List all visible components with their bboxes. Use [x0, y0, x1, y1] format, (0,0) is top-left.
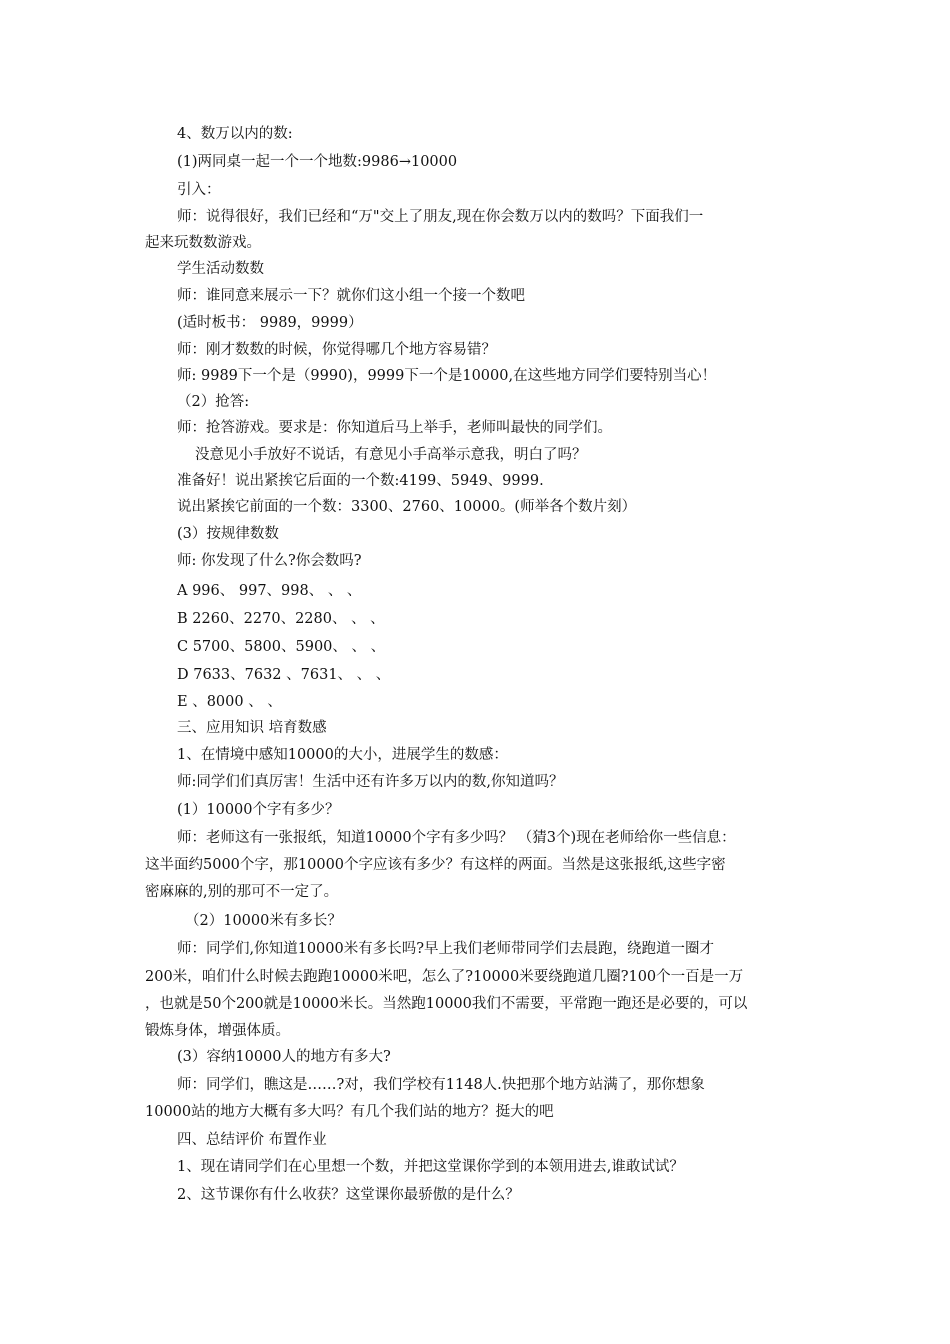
- paragraph: 锻炼身体，增强体质。: [145, 1023, 290, 1039]
- paragraph: （2）10000米有多长？: [185, 913, 342, 929]
- paragraph: 学生活动数数: [177, 261, 264, 277]
- paragraph: 引入：: [177, 182, 221, 198]
- paragraph: 起来玩数数游戏。: [145, 235, 261, 251]
- paragraph: ，也就是50个200就是10000米长。当然跑10000我们不需要，平常跑一跑还是必要的，可以: [145, 996, 748, 1012]
- paragraph: 2、这节课你有什么收获？这堂课你最骄傲的是什么？: [177, 1187, 520, 1203]
- sequence-b: B 2260、2270、2280、 、 、: [177, 611, 385, 627]
- paragraph: 师：同学们,你知道10000米有多长吗?早上我们老师带同学们去晨跑，绕跑道一圈才: [177, 941, 715, 957]
- section-heading-4: 四、总结评价 布置作业: [177, 1132, 327, 1148]
- sequence-e: E 、8000 、 、: [177, 694, 282, 710]
- paragraph: 师：刚才数数的时候，你觉得哪几个地方容易错？: [177, 342, 496, 358]
- paragraph: 1、现在请同学们在心里想一个数，并把这堂课你学到的本领用进去,谁敢试试？: [177, 1159, 684, 1175]
- section-heading-3: 三、应用知识 培育数感: [177, 720, 327, 736]
- paragraph: (1）10000个字有多少？: [177, 802, 340, 818]
- paragraph: 师：同学们，瞧这是……?对，我们学校有1148人.快把那个地方站满了，那你想象: [177, 1077, 705, 1093]
- sequence-c: C 5700、5800、5900、 、 、: [177, 639, 386, 655]
- paragraph: 没意见小手放好不说话，有意见小手高举示意我，明白了吗？: [195, 447, 587, 463]
- paragraph: 10000站的地方大概有多大吗？有几个我们站的地方？挺大的吧: [145, 1104, 554, 1120]
- paragraph: (3）按规律数数: [177, 526, 279, 542]
- paragraph: 师：老师这有一张报纸，知道10000个字有多少吗？ （猜3个)现在老师给你一些信息：: [177, 830, 736, 846]
- paragraph: 200米，咱们什么时候去跑跑10000米吧，怎么了?10000米要绕跑道几圈?100个一百是一万: [145, 969, 744, 985]
- paragraph: （2）抢答:: [177, 394, 250, 410]
- paragraph: 师: 9989下一个是（9990)，9999下一个是10000,在这些地方同学们要特别当心！: [177, 368, 717, 384]
- paragraph: 师：抢答游戏。要求是：你知道后马上举手，老师叫最快的同学们。: [177, 420, 612, 436]
- paragraph: 师：谁同意来展示一下？就你们这小组一个接一个数吧: [177, 288, 525, 304]
- paragraph: 师:同学们们真厉害！生活中还有许多万以内的数,你知道吗？: [177, 774, 564, 790]
- paragraph: (1)两同桌一起一个一个地数:9986→10000: [177, 154, 458, 170]
- heading-count-within-10000: 4、数万以内的数:: [177, 126, 293, 142]
- paragraph: 说出紧挨它前面的一个数：3300、2760、10000。(师举各个数片刻）: [177, 499, 637, 515]
- sequence-a: A 996、 997、998、 、 、: [177, 583, 362, 599]
- paragraph: 1、在情境中感知10000的大小，进展学生的数感：: [177, 747, 508, 763]
- sequence-d: D 7633、7632 、7631、 、 、: [177, 667, 391, 683]
- paragraph: 师：说得很好，我们已经和“万"交上了朋友,现在你会数万以内的数吗？下面我们一: [177, 209, 704, 225]
- paragraph: 密麻麻的,别的那可不一定了。: [145, 884, 339, 900]
- paragraph: (适时板书： 9989，9999）: [177, 315, 363, 331]
- paragraph: (3）容纳10000人的地方有多大?: [177, 1049, 391, 1065]
- paragraph: 师: 你发现了什么?你会数吗?: [177, 553, 362, 569]
- paragraph: 这半面约5000个字，那10000个字应该有多少？有这样的两面。当然是这张报纸,这些字密: [145, 857, 726, 873]
- paragraph: 准备好！说出紧挨它后面的一个数:4199、5949、9999.: [177, 473, 544, 489]
